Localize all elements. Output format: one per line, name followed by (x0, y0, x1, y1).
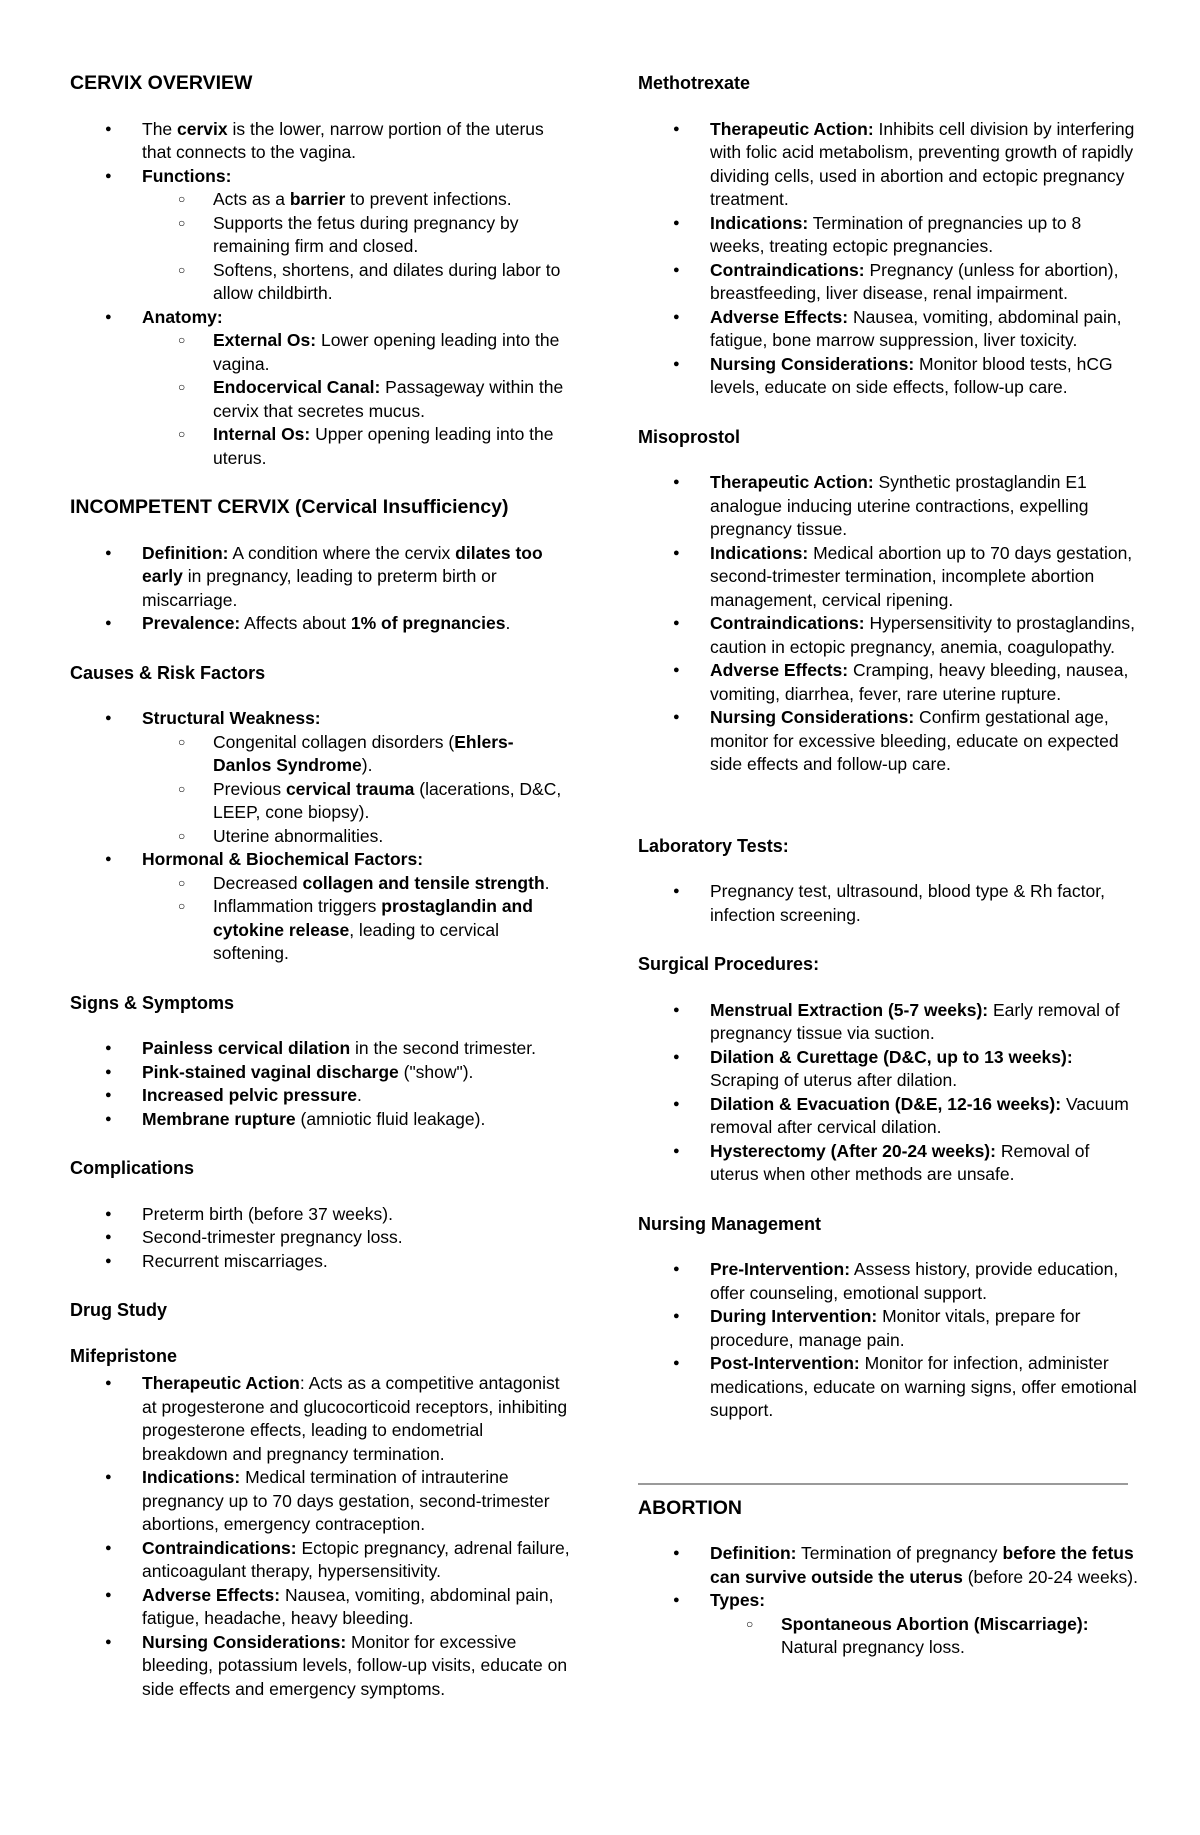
section-divider (638, 1483, 1128, 1485)
misoprostol-heading: Misoprostol (638, 426, 740, 447)
list-item: ○ Endocervical Canal: Passageway within the cervix that secretes mucus. (142, 376, 570, 423)
abortion-list (638, 1542, 1138, 1660)
list-item: ● Indications: Medical abortion up to 70 days gestation, second-trimester termination, incomplete abortion management, cervical ripening. (638, 542, 1138, 613)
surgical-list (638, 999, 1138, 1187)
list-item: ● Post-Intervention: Monitor for infection, administer medications, educate on warning signs, offer emotional support. (638, 1352, 1138, 1423)
list-item: ● Therapeutic Action: Inhibits cell division by interfering with folic acid metabolism, preventing growth of rapidly dividing cells, used in abortion and ectopic pregnancy treatment. (638, 118, 1138, 212)
list-item: ● Structural Weakness: ○ Congenital collagen disorders (Ehlers-Danlos Syndrome). ○ Previous cervical trauma (lacerations, D&C, LEEP, cone biopsy). ○ Uterine abnormalities. (70, 707, 570, 848)
signs-list (70, 1037, 570, 1131)
incompetent-cervix-list (70, 542, 570, 636)
lab-tests-list (638, 880, 1138, 927)
list-item: ● Nursing Considerations: Monitor blood tests, hCG levels, educate on side effects, follow-up care. (638, 353, 1138, 400)
list-item: ● Membrane rupture (amniotic fluid leakage). (70, 1108, 570, 1132)
list-item: ● Definition: Termination of pregnancy before the fetus can survive outside the uterus (before 20-24 weeks). (638, 1542, 1138, 1589)
list-item: ○ Acts as a barrier to prevent infections. (142, 188, 570, 212)
abortion-heading: ABORTION (638, 1496, 742, 1519)
complications-heading: Complications (70, 1158, 195, 1178)
causes-heading: Causes & Risk Factors (70, 662, 266, 683)
list-item: ● During Intervention: Monitor vitals, prepare for procedure, manage pain. (638, 1305, 1138, 1352)
causes-list (70, 707, 570, 966)
list-item: ○ Uterine abnormalities. (142, 825, 570, 849)
signs-heading: Signs & Symptoms (70, 992, 235, 1013)
list-item: ● Pink-stained vaginal discharge ("show"). (70, 1061, 570, 1085)
methotrexate-list (638, 118, 1138, 400)
list-item (70, 165, 570, 306)
list-item: ● Indications: Termination of pregnancies up to 8 weeks, treating ectopic pregnancies. (638, 212, 1138, 259)
drug-study-heading: Drug Study (70, 1300, 167, 1320)
list-item: ● Adverse Effects: Nausea, vomiting, abdominal pain, fatigue, bone marrow suppression, liver toxicity. (638, 306, 1138, 353)
list-item: ● Nursing Considerations: Monitor for excessive bleeding, potassium levels, follow-up visits, educate on side effects and emergency symptoms. (70, 1631, 570, 1702)
list-item: ● Contraindications: Hypersensitivity to prostaglandins, caution in ectopic pregnancy, anemia, coagulopathy. (638, 612, 1138, 659)
nursing-management-list (638, 1258, 1138, 1423)
structural-sublist (142, 731, 570, 849)
mifepristone-list (70, 1372, 570, 1701)
mifepristone-heading: Mifepristone (70, 1345, 178, 1366)
list-item: ● Therapeutic Action: Synthetic prostaglandin E1 analogue inducing uterine contractions, expelling pregnancy tissue. (638, 471, 1138, 542)
list-item: ○ Decreased collagen and tensile strength. (142, 872, 570, 896)
list-item: ○ Softens, shortens, and dilates during labor to allow childbirth. (142, 259, 570, 306)
list-item: ○ Internal Os: Upper opening leading into the uterus. (142, 423, 570, 470)
list-item: ● Hormonal & Biochemical Factors: ○ Decreased collagen and tensile strength. ○ Inflammation triggers prostaglandin and cytokine release, leading to cervical softening. (70, 848, 570, 966)
list-item: ○ Spontaneous Abortion (Miscarriage): Natural pregnancy loss. (710, 1613, 1138, 1660)
list-item: ● Types: ○ Spontaneous Abortion (Miscarriage): Natural pregnancy loss. (638, 1589, 1138, 1660)
list-item: ● Contraindications: Pregnancy (unless for abortion), breastfeeding, liver disease, renal impairment. (638, 259, 1138, 306)
left-column (70, 72, 570, 1727)
list-item: ● Painless cervical dilation in the second trimester. (70, 1037, 570, 1061)
list-item: ● Definition: A condition where the cervix dilates too early in pregnancy, leading to preterm birth or miscarriage. (70, 542, 570, 613)
list-item: ● Contraindications: Ectopic pregnancy, adrenal failure, anticoagulant therapy, hypersensitivity. (70, 1537, 570, 1584)
functions-sublist (142, 188, 570, 306)
list-item: ● Recurrent miscarriages. (70, 1250, 570, 1274)
list-item: ● Hysterectomy (After 20-24 weeks): Removal of uterus when other methods are unsafe. (638, 1140, 1138, 1187)
list-item: ● Therapeutic Action: Acts as a competitive antagonist at progesterone and glucocorticoid receptors, inhibiting progesterone effects, leading to endometrial breakdown and pregnancy termination. (70, 1372, 570, 1466)
functions-label: Functions: (142, 165, 232, 186)
list-item: ● Second-trimester pregnancy loss. (70, 1226, 570, 1250)
methotrexate-heading: Methotrexate (638, 73, 751, 93)
list-item: ● Indications: Medical termination of intrauterine pregnancy up to 70 days gestation, second-trimester abortions, emergency contraception. (70, 1466, 570, 1537)
complications-list (70, 1203, 570, 1274)
misoprostol-list (638, 471, 1138, 777)
hormonal-sublist (142, 872, 570, 966)
list-item: ● The cervix is the lower, narrow portion of the uterus that connects to the vagina. (70, 118, 570, 165)
list-item: ● Adverse Effects: Cramping, heavy bleeding, nausea, vomiting, diarrhea, fever, rare uterine rupture. (638, 659, 1138, 706)
list-item: ● Increased pelvic pressure. (70, 1084, 570, 1108)
nursing-management-heading: Nursing Management (638, 1213, 822, 1234)
list-item: ● Prevalence: Affects about 1% of pregnancies. (70, 612, 570, 636)
list-item: ○ Previous cervical trauma (lacerations, D&C, LEEP, cone biopsy). (142, 778, 570, 825)
incompetent-cervix-heading: INCOMPETENT CERVIX (Cervical Insufficiency) (70, 496, 509, 518)
list-item: ● Pregnancy test, ultrasound, blood type & Rh factor, infection screening. (638, 880, 1138, 927)
list-item: ● Preterm birth (before 37 weeks). (70, 1203, 570, 1227)
list-item: ● Adverse Effects: Nausea, vomiting, abdominal pain, fatigue, headache, heavy bleeding. (70, 1584, 570, 1631)
anatomy-sublist (142, 329, 570, 470)
cervix-overview-list (70, 118, 570, 471)
list-item: ● Pre-Intervention: Assess history, provide education, offer counseling, emotional support. (638, 1258, 1138, 1305)
cervix-overview-heading: CERVIX OVERVIEW (70, 72, 253, 94)
list-item: ○ Congenital collagen disorders (Ehlers-Danlos Syndrome). (142, 731, 570, 778)
list-item: ● Nursing Considerations: Confirm gestational age, monitor for excessive bleeding, educate on expected side effects and follow-up care. (638, 706, 1138, 777)
list-item (70, 306, 570, 471)
anatomy-label: Anatomy: (142, 306, 223, 327)
list-item: ● Dilation & Evacuation (D&E, 12-16 weeks): Vacuum removal after cervical dilation. (638, 1093, 1138, 1140)
right-column (638, 72, 1138, 1686)
list-item: ○ External Os: Lower opening leading into the vagina. (142, 329, 570, 376)
list-item: ○ Inflammation triggers prostaglandin and cytokine release, leading to cervical softening. (142, 895, 570, 966)
abortion-types-sublist (710, 1613, 1138, 1660)
list-item: ● Menstrual Extraction (5-7 weeks): Early removal of pregnancy tissue via suction. (638, 999, 1138, 1046)
lab-tests-heading: Laboratory Tests: (638, 835, 789, 856)
list-item: ○ Supports the fetus during pregnancy by remaining firm and closed. (142, 212, 570, 259)
surgical-heading: Surgical Procedures: (638, 954, 820, 974)
list-item: ● Dilation & Curettage (D&C, up to 13 weeks): Scraping of uterus after dilation. (638, 1046, 1138, 1093)
